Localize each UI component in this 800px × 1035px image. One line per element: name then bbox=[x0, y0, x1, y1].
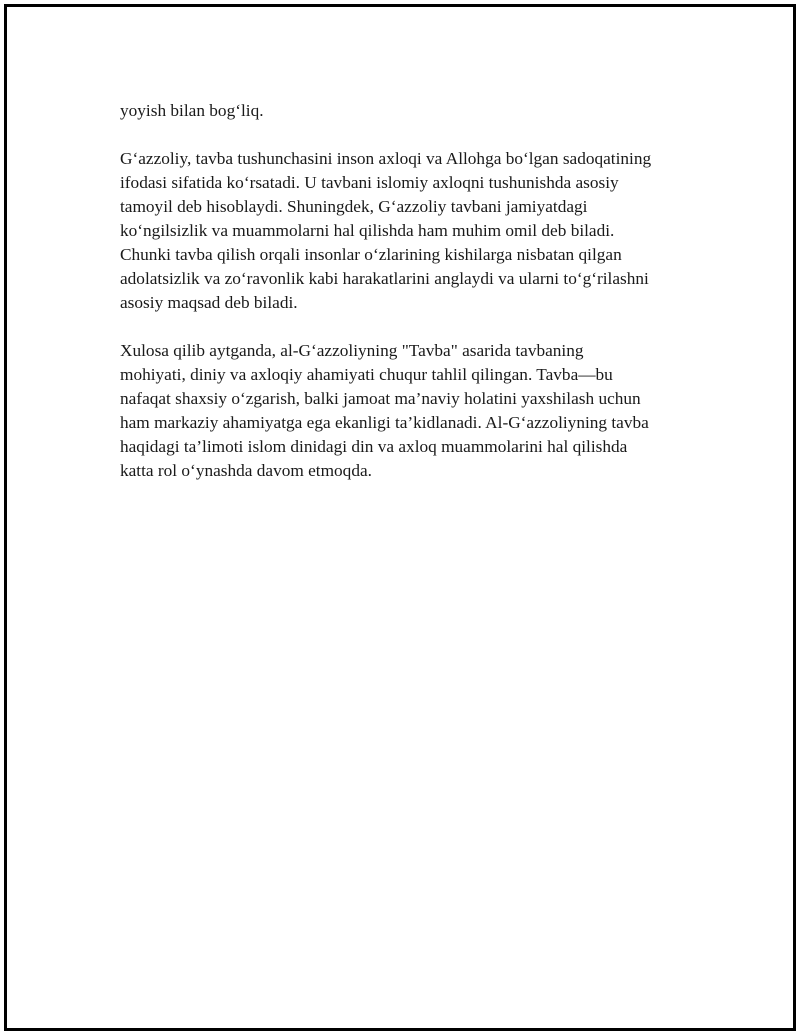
page-body bbox=[120, 99, 700, 507]
text-line: tamoyil deb hisoblaydi. Shuningdek, G‘azzoliy tavbani jamiyatdagi bbox=[120, 197, 588, 216]
text-line: asosiy maqsad deb biladi. bbox=[120, 293, 298, 312]
paragraph-intro-fragment bbox=[120, 99, 700, 123]
text-line: ko‘ngilsizlik va muammolarni hal qilishda ham muhim omil deb biladi. bbox=[120, 221, 615, 240]
paragraph-ghazali-tavba bbox=[120, 147, 700, 315]
text-line: nafaqat shaxsiy o‘zgarish, balki jamoat ma’naviy holatini yaxshilash uchun bbox=[120, 389, 641, 408]
text-line: ifodasi sifatida ko‘rsatadi. U tavbani islomiy axloqni tushunishda asosiy bbox=[120, 173, 619, 192]
text-line: yoyish bilan bog‘liq. bbox=[120, 101, 264, 120]
text-line: adolatsizlik va zo‘ravonlik kabi harakatlarini anglaydi va ularni to‘g‘rilashni bbox=[120, 269, 649, 288]
text-line: katta rol o‘ynashda davom etmoqda. bbox=[120, 461, 372, 480]
text-line: Xulosa qilib aytganda, al-G‘azzoliyning "Tavba" asarida tavbaning bbox=[120, 341, 584, 360]
page-frame bbox=[4, 4, 796, 1031]
text-line: ham markaziy ahamiyatga ega ekanligi ta’kidlanadi. Al-G‘azzoliyning tavba bbox=[120, 413, 649, 432]
paragraph-conclusion bbox=[120, 339, 700, 483]
text-line: mohiyati, diniy va axloqiy ahamiyati chuqur tahlil qilingan. Tavba—bu bbox=[120, 365, 613, 384]
text-line: Chunki tavba qilish orqali insonlar o‘zlarining kishilarga nisbatan qilgan bbox=[120, 245, 622, 264]
text-line: haqidagi ta’limoti islom dinidagi din va axloq muammolarini hal qilishda bbox=[120, 437, 628, 456]
text-line: G‘azzoliy, tavba tushunchasini inson axloqi va Allohga bo‘lgan sadoqatining bbox=[120, 149, 652, 168]
